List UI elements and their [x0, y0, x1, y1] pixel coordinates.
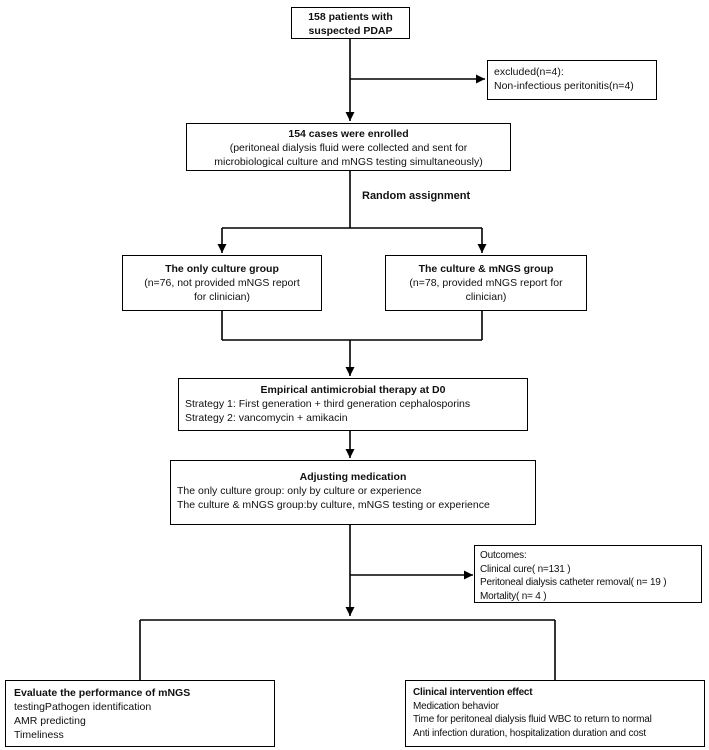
node-empirical-therapy: [178, 378, 528, 431]
node-text: Non-infectious peritonitis(n=4): [494, 80, 634, 92]
node-text: clinician): [465, 291, 507, 303]
node-suspected-pdap: [291, 7, 410, 39]
node-evaluate-mngs: [5, 680, 275, 747]
node-only-culture-group: [122, 255, 322, 311]
node-text: 158 patients with: [308, 11, 393, 23]
node-text: Outcomes:: [480, 550, 527, 561]
node-text: Clinical cure( n=131 ): [480, 563, 571, 575]
node-text: testingPathogen identification: [14, 701, 152, 713]
node-outcomes: [474, 545, 702, 603]
node-title: Adjusting medication: [299, 471, 407, 483]
node-text: AMR predicting: [14, 715, 86, 727]
node-text: Strategy 2: vancomycin + amikacin: [185, 412, 348, 424]
node-text: Time for peritoneal dialysis fluid WBC to return to normal: [413, 714, 652, 725]
node-text: for clinician): [193, 291, 251, 303]
node-text: Timeliness: [14, 729, 64, 741]
node-text: suspected PDAP: [308, 25, 393, 37]
node-text: Medication behavior: [413, 700, 499, 712]
node-text: The only culture group: only by culture or experience: [177, 485, 422, 497]
node-text: (peritoneal dialysis fluid were collected and sent for: [229, 142, 468, 154]
node-title: Clinical intervention effect: [413, 687, 533, 698]
node-title: The culture & mNGS group: [418, 263, 554, 275]
node-text: Peritoneal dialysis catheter removal( n= 19 ): [480, 577, 667, 588]
random-assignment-label: Random assignment: [362, 190, 471, 202]
node-text: (n=78, provided mNGS report for: [409, 277, 563, 289]
node-enrolled: [186, 123, 511, 171]
node-text: Anti infection duration, hospitalization duration and cost: [413, 727, 646, 739]
node-culture-mngs-group: [385, 255, 587, 311]
node-text: Strategy 1: First generation + third generation cephalosporins: [185, 398, 471, 410]
node-clinical-intervention: [405, 680, 705, 747]
node-text: excluded(n=4):: [494, 66, 564, 78]
node-title: The only culture group: [165, 263, 279, 275]
node-text: Mortality( n= 4 ): [480, 590, 547, 602]
node-title: Evaluate the performance of mNGS: [14, 687, 191, 699]
node-title: Empirical antimicrobial therapy at D0: [260, 384, 446, 396]
node-title: 154 cases were enrolled: [288, 128, 409, 140]
node-excluded: [487, 60, 657, 100]
node-text: microbiological culture and mNGS testing simultaneously): [214, 156, 483, 168]
node-text: The culture & mNGS group:by culture, mNGS testing or experience: [177, 499, 490, 511]
node-text: (n=76, not provided mNGS report: [144, 277, 300, 289]
node-adjusting-medication: [170, 460, 536, 525]
